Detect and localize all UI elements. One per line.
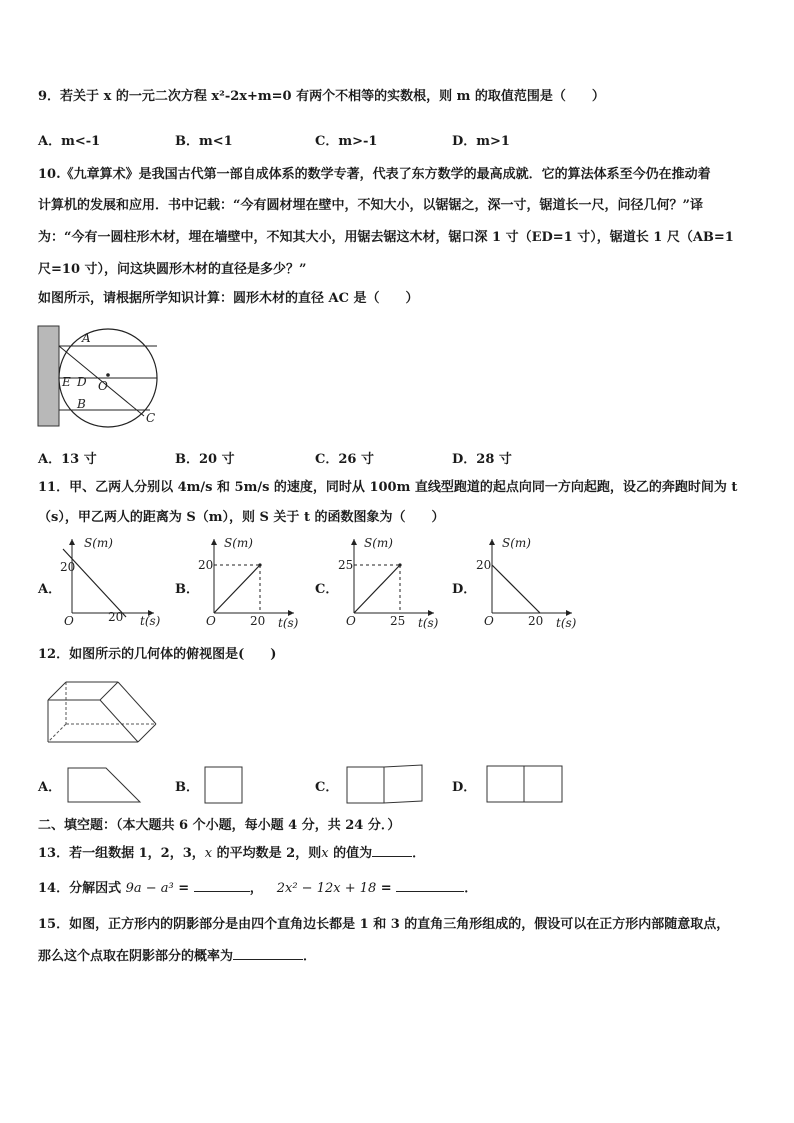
q11-graph-a-ylabel: S(m) <box>84 536 113 550</box>
q11-graph-a-xtick: 20 <box>108 610 124 624</box>
q10-option-d: D．28 寸 <box>452 452 512 467</box>
q12-option-a-shape <box>66 766 142 804</box>
q11-line-1: 11．甲、乙两人分别以 4m/s 和 5m/s 的速度，同时从 100m 直线型跑道的起点向同一方向起跑，设乙的奔跑时间为 t <box>38 480 738 495</box>
q11-graph-c-xlabel: t(s) <box>418 616 439 630</box>
q11-graph-d-xlabel: t(s) <box>556 616 577 630</box>
q13-suffix: 的值为 <box>328 846 373 861</box>
q12-option-d-letter: D． <box>452 780 477 795</box>
q15-line-2-text: 那么这个点取在阴影部分的概率为 <box>38 949 234 964</box>
q11-graph-d <box>476 535 576 630</box>
q10-label-d: D <box>77 375 87 389</box>
q11-graph-b-ylabel: S(m) <box>224 536 253 550</box>
q15-answer-blank[interactable] <box>233 946 303 960</box>
q10-label-e: E <box>62 375 71 389</box>
q11-graph-d-origin: O <box>484 614 494 628</box>
q15-line-2 <box>38 946 316 966</box>
q14-answer-blank-1[interactable] <box>194 878 250 892</box>
q9-option-d: D．m>1 <box>452 134 510 149</box>
q11-graph-c-ytick: 25 <box>338 558 354 572</box>
q11-graph-c-xtick: 25 <box>390 614 406 628</box>
q12-option-a-letter: A． <box>38 780 62 795</box>
q10-option-b: B．20 寸 <box>175 452 235 467</box>
q13-middle: 的平均数是 2，则 <box>212 846 322 861</box>
q10-line-3: 为：“今有一圆柱形木材，埋在墙壁中，不知其大小，用锯去锯这木材，锯口深 1 寸（ED=1 寸），锯道长 1 尺（AB=1 <box>38 230 734 245</box>
q12-stem: 12．如图所示的几何体的俯视图是( ) <box>38 647 277 662</box>
q11-graph-d-ytick: 20 <box>476 558 492 572</box>
q13-answer-blank[interactable] <box>372 843 412 857</box>
q11-graph-b-xtick: 20 <box>250 614 266 628</box>
q9-option-c: C．m>-1 <box>315 134 378 149</box>
q15-line-1: 15．如图，正方形内的阴影部分是由四个直角边长都是 1 和 3 的直角三角形组成的，假设可以在正方形内部随意取点， <box>38 917 730 932</box>
q14-expr-1: 9a − a³ <box>125 881 174 896</box>
q14-eq-1: = <box>173 881 194 896</box>
q14-prefix: 14．分解因式 <box>38 881 126 896</box>
q14-eq-2: = <box>376 881 397 896</box>
q10-line-4: 尺=10 寸），问这块圆形木材的直径是多少？” <box>38 262 307 277</box>
q11-graph-d-ylabel: S(m) <box>502 536 531 550</box>
q11-graph-b <box>198 535 298 630</box>
q11-graph-b-xlabel: t(s) <box>278 616 299 630</box>
q13-end: ． <box>412 846 426 861</box>
section2-title: 二、填空题：（本大题共 6 个小题，每小题 4 分，共 24 分．） <box>38 818 401 833</box>
q11-option-a-letter: A． <box>38 582 62 597</box>
q11-graph-b-origin: O <box>206 614 216 628</box>
q12-solid-figure <box>46 680 166 748</box>
q10-label-c: C <box>146 411 156 425</box>
q10-label-a: A <box>82 331 91 345</box>
q11-option-c-letter: C． <box>315 582 339 597</box>
q12-option-c-shape <box>346 764 424 806</box>
q11-line-2: （s），甲乙两人的距离为 S（m），则 S 关于 t 的函数图象为（ ） <box>38 510 445 525</box>
q15-end: ． <box>303 949 317 964</box>
q12-option-b-shape <box>204 766 244 804</box>
q14-sep: ， <box>249 881 263 896</box>
q12-option-d-shape <box>486 764 564 804</box>
q11-graph-d-xtick: 20 <box>528 614 544 628</box>
q11-graph-c-ylabel: S(m) <box>364 536 393 550</box>
q11-graph-a-xlabel: t(s) <box>140 614 161 628</box>
q9-option-a: A．m<-1 <box>38 134 101 149</box>
q14-expr-2: 2x² − 12x + 18 <box>276 881 377 896</box>
q10-label-b: B <box>77 397 86 411</box>
q14-answer-blank-2[interactable] <box>396 878 464 892</box>
q10-line-2: 计算机的发展和应用．书中记载：“今有圆材埋在壁中，不知大小，以锯锯之，深一寸，锯道长一尺，问径几何？”译 <box>38 198 703 213</box>
q10-line-1: 10.《九章算术》是我国古代第一部自成体系的数学专著，代表了东方数学的最高成就．它的算法体系至今仍在推动着 <box>38 167 711 182</box>
q10-label-o: O <box>98 379 108 393</box>
q13-var-2: x <box>321 846 329 861</box>
q11-graph-b-ytick: 20 <box>198 558 214 572</box>
q11-graph-a-ytick: 20 <box>60 560 76 574</box>
q9-stem: 9．若关于 x 的一元二次方程 x²-2x+m=0 有两个不相等的实数根，则 m 的取值范围是（ ） <box>38 89 605 104</box>
q11-graph-a-origin: O <box>64 614 74 628</box>
q10-circle-figure <box>38 320 168 430</box>
q11-option-d-letter: D． <box>452 582 477 597</box>
q11-option-b-letter: B． <box>175 582 199 597</box>
q11-graph-c-origin: O <box>346 614 356 628</box>
q11-graph-c <box>338 535 438 630</box>
q10-option-c: C．26 寸 <box>315 452 374 467</box>
q13-line <box>38 843 425 863</box>
q9-option-b: B．m<1 <box>175 134 233 149</box>
q11-graph-a <box>58 535 161 630</box>
q13-var-1: x <box>204 846 213 861</box>
q13-prefix: 13．若一组数据 1，2，3， <box>38 846 205 861</box>
q12-option-c-letter: C． <box>315 780 339 795</box>
q14-end: ． <box>464 881 478 896</box>
q14-line <box>38 878 477 898</box>
q10-line-5: 如图所示，请根据所学知识计算：圆形木材的直径 AC 是（ ） <box>38 291 419 306</box>
q10-option-a: A．13 寸 <box>38 452 97 467</box>
q12-option-b-letter: B． <box>175 780 199 795</box>
